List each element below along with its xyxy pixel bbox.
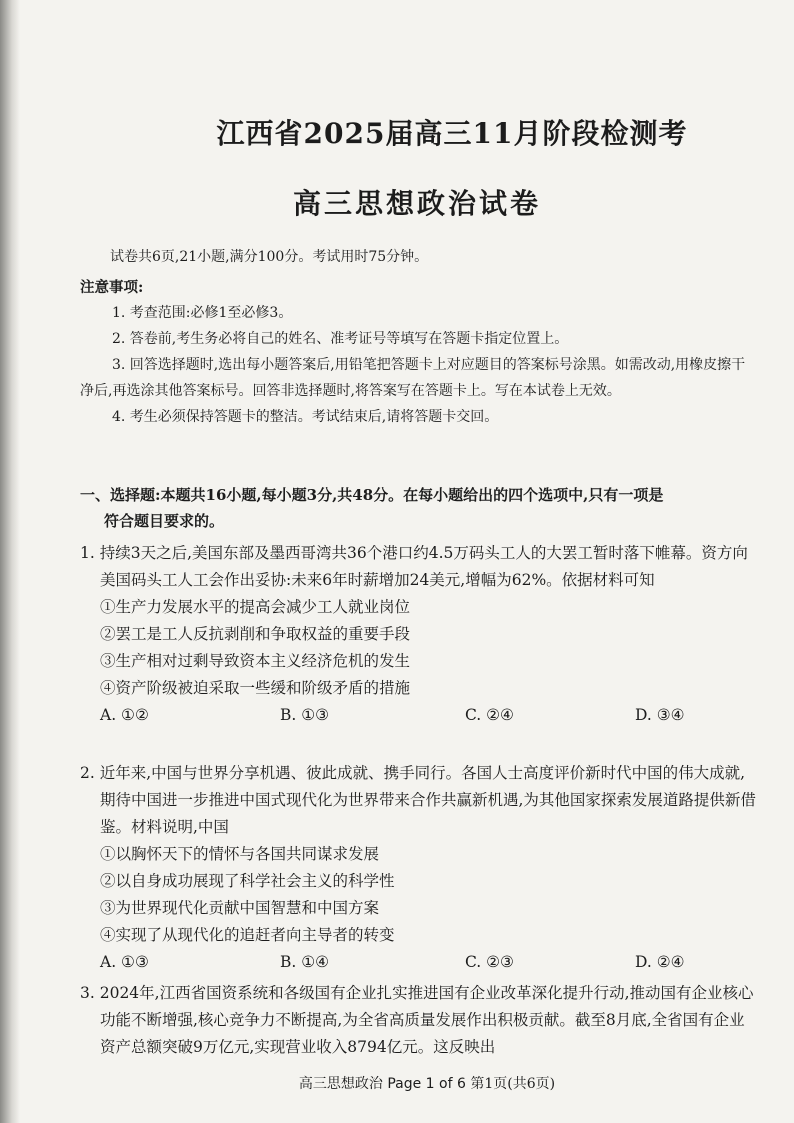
question-option: ①以胸怀天下的情怀与各国共同谋求发展 bbox=[100, 845, 380, 863]
page-footer bbox=[0, 1073, 794, 1093]
question-3 bbox=[80, 980, 760, 1061]
choice-d: D. ②④ bbox=[635, 953, 685, 971]
section-heading-line: 符合题目要求的。 bbox=[104, 512, 225, 530]
question-1 bbox=[80, 540, 760, 729]
answer-choices bbox=[80, 702, 760, 729]
question-stem: 1. 持续3天之后,美国东部及墨西哥湾共36个港口约4.5万码头工人的大罢工暂时落下帷幕。资方向美国码头工人工会作出妥协:未来6年时薪增加24美元,增幅为62%。依据材料可知 bbox=[80, 544, 748, 589]
choice-a: A. ①② bbox=[100, 706, 149, 724]
section-heading bbox=[80, 482, 760, 534]
section-heading-line: 一、选择题:本题共16小题,每小题3分,共48分。在每小题给出的四个选项中,只有一项是 bbox=[80, 486, 664, 504]
notice-list bbox=[80, 300, 754, 430]
question-option: ④实现了从现代化的追赶者向主导者的转变 bbox=[100, 926, 395, 944]
choice-b: B. ①④ bbox=[280, 953, 330, 971]
notice-item: 2. 答卷前,考生务必将自己的姓名、准考证号等填写在答题卡指定位置上。 bbox=[112, 331, 569, 347]
footer-page-info: 第1页(共6页) bbox=[470, 1076, 556, 1092]
exam-subtitle: 高三思想政治试卷 bbox=[292, 187, 541, 220]
exam-intro: 试卷共6页,21小题,满分100分。考试用时75分钟。 bbox=[110, 249, 429, 265]
question-option: ④资产阶级被迫采取一些缓和阶级矛盾的措施 bbox=[100, 679, 411, 697]
choice-c: C. ②③ bbox=[465, 953, 514, 971]
question-stem: 3. 2024年,江西省国资系统和各级国有企业扎实推进国有企业改革深化提升行动,推动国有企业核心功能不断增强,核心竞争力不断提高,为全省高质量发展作出积极贡献。截至8月底,全省国有企业资产总额突破9万亿元,实现营业收入8794亿元。这反映出 bbox=[80, 984, 754, 1056]
choice-b: B. ①③ bbox=[280, 706, 330, 724]
notice-item: 4. 考生必须保持答题卡的整洁。考试结束后,请将答题卡交回。 bbox=[112, 409, 499, 425]
choice-d: D. ③④ bbox=[635, 706, 685, 724]
page-number-label: Page 1 of 6 bbox=[387, 1076, 466, 1092]
question-option: ③为世界现代化贡献中国智慧和中国方案 bbox=[100, 899, 380, 917]
question-option: ①生产力发展水平的提高会减少工人就业岗位 bbox=[100, 598, 411, 616]
question-option: ②罢工是工人反抗剥削和争取权益的重要手段 bbox=[100, 625, 411, 643]
notice-item: 3. 回答选择题时,选出每小题答案后,用铅笔把答题卡上对应题目的答案标号涂黑。如需改动,用橡皮擦干净后,再选涂其他答案标号。回答非选择题时,将答案写在答题卡上。写在本试卷上无效。 bbox=[80, 357, 746, 399]
footer-subject: 高三思想政治 bbox=[298, 1076, 383, 1092]
question-stem: 2. 近年来,中国与世界分享机遇、彼此成就、携手同行。各国人士高度评价新时代中国的伟大成就,期待中国进一步推进中国式现代化为世界带来合作共赢新机遇,为其他国家探索发展道路提供新借鉴。材料说明,中国 bbox=[80, 764, 756, 836]
choice-c: C. ②④ bbox=[465, 706, 514, 724]
answer-choices bbox=[80, 949, 760, 976]
question-option: ②以自身成功展现了科学社会主义的科学性 bbox=[100, 872, 395, 890]
notice-item: 1. 考查范围:必修1至必修3。 bbox=[112, 305, 293, 321]
choice-a: A. ①③ bbox=[100, 953, 149, 971]
question-option: ③生产相对过剩导致资本主义经济危机的发生 bbox=[100, 652, 411, 670]
exam-title: 江西省2025届高三11月阶段检测考 bbox=[216, 117, 688, 150]
notice-heading: 注意事项: bbox=[80, 279, 144, 296]
question-2 bbox=[80, 760, 760, 976]
